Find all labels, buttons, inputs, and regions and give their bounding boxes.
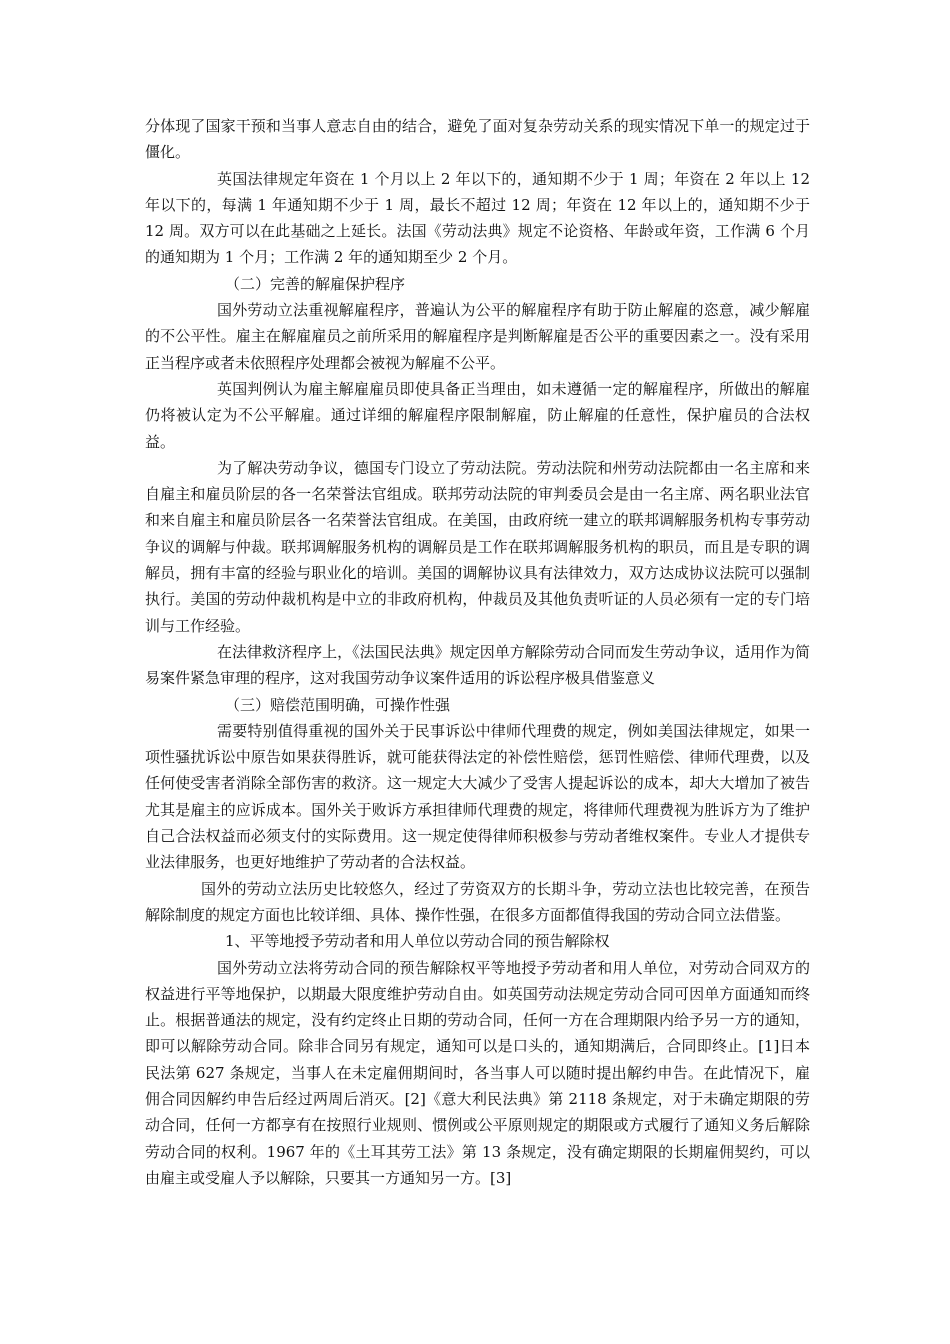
paragraph: 英国法律规定年资在 1 个月以上 2 年以下的，通知期不少于 1 周；年资在 2 年以上 12 年以下的，每满 1 年通知期不少于 1 周，最长不超过 12 周；年资在 12 年以上的，通知期不少于 12 周。双方可以在此基础之上延长。法国《劳动法典》规定不论资格、年龄或年资，工作满 6 个月的通知期为 1 个月；工作满 2 年的通知期至少 2 个月。 — [145, 169, 810, 267]
paragraph: 需要特别值得重视的国外关于民事诉讼中律师代理费的规定，例如美国法律规定，如果一项性骚扰诉讼中原告如果获得胜诉，就可能获得法定的补偿性赔偿，惩罚性赔偿、律师代理费，以及任何使受害者消除全部伤害的救济。这一规定大大减少了受害人提起诉讼的成本，却大大增加了被告尤其是雇主的应诉成本。国外关于败诉方承担律师代理费的规定，将律师代理费视为胜诉方为了维护自己合法权益而必须支付的实际费用。这一规定使得律师积极参与劳动者维权案件。专业人才提供专业法律服务，也更好地维护了劳动者的合法权益。 — [145, 721, 810, 872]
subsection-heading: 1、平等地授予劳动者和用人单位以劳动合同的预告解除权 — [225, 932, 610, 951]
section-heading: （三）赔偿范围明确，可操作性强 — [225, 695, 451, 714]
section-heading: （二）完善的解雇保护程序 — [225, 274, 406, 293]
paragraph: 为了解决劳动争议，德国专门设立了劳动法院。劳动法院和州劳动法院都由一名主席和来自雇主和雇员阶层的各一名荣誉法官组成。联邦劳动法院的审判委员会是由一名主席、两名职业法官和来自雇主和雇员阶层各一名荣誉法官组成。在美国，由政府统一建立的联邦调解服务机构专事劳动争议的调解与仲裁。联邦调解服务机构的调解员是工作在联邦调解服务机构的职员，而且是专职的调解员，拥有丰富的经验与职业化的培训。美国的调解协议具有法律效力，双方达成协议法院可以强制执行。美国的劳动仲裁机构是中立的非政府机构，仲裁员及其他负责听证的人员必须有一定的专门培训与工作经验。 — [145, 458, 810, 635]
paragraph: 国外的劳动立法历史比较悠久，经过了劳资双方的长期斗争，劳动立法也比较完善，在预告解除制度的规定方面也比较详细、具体、操作性强，在很多方面都值得我国的劳动合同立法借鉴。 — [145, 879, 810, 924]
paragraph: 英国判例认为雇主解雇雇员即使具备正当理由，如未遵循一定的解雇程序，所做出的解雇仍将被认定为不公平解雇。通过详细的解雇程序限制解雇，防止解雇的任意性，保护雇员的合法权益。 — [145, 379, 810, 451]
document-body — [145, 113, 810, 1191]
paragraph: 国外劳动立法重视解雇程序，普遍认为公平的解雇程序有助于防止解雇的恣意，减少解雇的不公平性。雇主在解雇雇员之前所采用的解雇程序是判断解雇是否公平的重要因素之一。没有采用正当程序或者未依照程序处理都会被视为解雇不公平。 — [145, 301, 810, 372]
paragraph: 分体现了国家干预和当事人意志自由的结合，避免了面对复杂劳动关系的现实情况下单一的规定过于僵化。 — [145, 117, 810, 162]
paragraph: 国外劳动立法将劳动合同的预告解除权平等地授予劳动者和用人单位，对劳动合同双方的权益进行平等地保护，以期最大限度维护劳动自由。如英国劳动法规定劳动合同可因单方面通知而终止。根据普通法的规定，没有约定终止日期的劳动合同，任何一方在合理期限内给予另一方的通知，即可以解除劳动合同。除非合同另有规定，通知可以是口头的，通知期满后，合同即终止。[1]日本民法第 627 条规定，当事人在未定雇佣期间时，各当事人可以随时提出解约申告。在此情况下，雇佣合同因解约申告后经过两周后消灭。[2]《意大利民法典》第 2118 条规定，对于未确定期限的劳动合同，任何一方都享有在按照行业规则、惯例或公平原则规定的期限或方式履行了通知义务后解除劳动合同的权利。1967 年的《土耳其劳工法》第 13 条规定，没有确定期限的长期雇佣契约，可以由雇主或受雇人予以解除，只要其一方通知另一方。[3] — [145, 958, 810, 1187]
paragraph: 在法律救济程序上，《法国民法典》规定因单方解除劳动合同而发生劳动争议，适用作为简易案件紧急审理的程序，这对我国劳动争议案件适用的诉讼程序极具借鉴意义 — [145, 642, 810, 688]
